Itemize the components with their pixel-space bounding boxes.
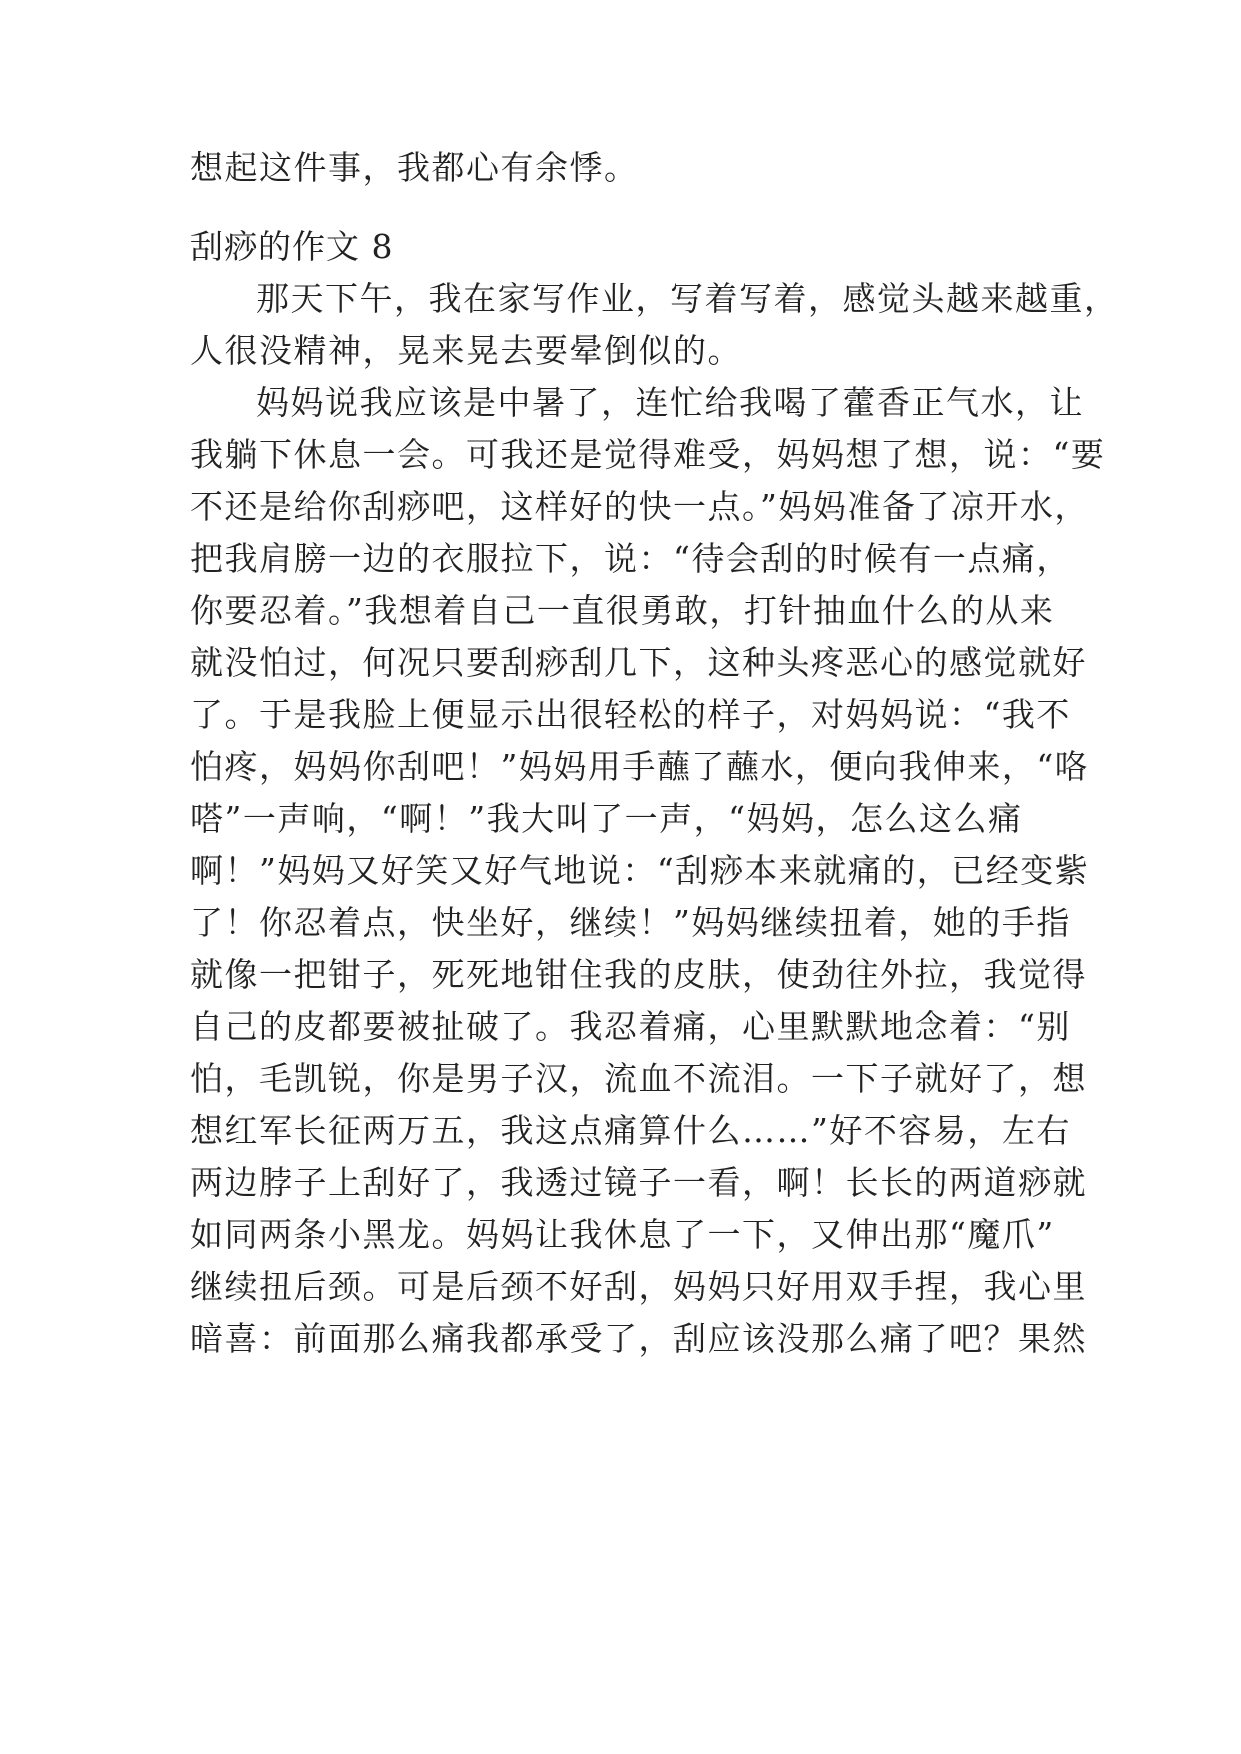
paragraph-2-line: 就像一把钳子，死死地钳住我的皮肤，使劲往外拉，我觉得 (190, 955, 1087, 994)
paragraph-2-line: 了！你忍着点，快坐好，继续！”妈妈继续扭着，她的手指 (190, 903, 1071, 942)
paragraph-2-line: 我躺下休息一会。可我还是觉得难受，妈妈想了想，说：“要 (190, 435, 1106, 474)
paragraph-2-line: 嗒”一声响，“啊！”我大叫了一声，“妈妈，怎么这么痛 (190, 799, 1023, 838)
paragraph-1-line: 人很没精神，晃来晃去要晕倒似的。 (190, 331, 742, 370)
paragraph-2-line: 就没怕过，何况只要刮痧刮几下，这种头疼恶心的感觉就好 (190, 643, 1087, 682)
paragraph-2-line: 啊！”妈妈又好笑又好气地说：“刮痧本来就痛的，已经变紫 (190, 851, 1090, 890)
paragraph-2-line: 把我肩膀一边的衣服拉下，说：“待会刮的时候有一点痛， (190, 539, 1071, 578)
paragraph-2-line: 自己的皮都要被扯破了。我忍着痛，心里默默地念着：“别 (190, 1007, 1071, 1046)
paragraph-1-line: 那天下午，我在家写作业，写着写着，感觉头越来越重， (256, 279, 1119, 318)
paragraph-2-line: 不还是给你刮痧吧，这样好的快一点。”妈妈准备了凉开水， (190, 487, 1089, 526)
opening-line: 想起这件事，我都心有余悸。 (190, 148, 639, 187)
paragraph-2-line: 继续扭后颈。可是后颈不好刮，妈妈只好用双手捏，我心里 (190, 1267, 1087, 1306)
section-title: 刮痧的作文 8 (190, 227, 394, 266)
paragraph-2-line: 了。于是我脸上便显示出很轻松的样子，对妈妈说：“我不 (190, 695, 1071, 734)
paragraph-2-line: 暗喜：前面那么痛我都承受了，刮应该没那么痛了吧？果然 (190, 1319, 1087, 1358)
paragraph-2-line: 想红军长征两万五，我这点痛算什么……”好不容易，左右 (190, 1111, 1071, 1150)
paragraph-2-line: 妈妈说我应该是中暑了，连忙给我喝了藿香正气水，让 (256, 383, 1084, 422)
paragraph-2-line: 怕疼，妈妈你刮吧！”妈妈用手蘸了蘸水，便向我伸来，“咯 (190, 747, 1090, 786)
paragraph-2-line: 怕，毛凯锐，你是男子汉，流血不流泪。一下子就好了，想 (190, 1059, 1087, 1098)
paragraph-2-line: 两边脖子上刮好了，我透过镜子一看，啊！长长的两道痧就 (190, 1163, 1087, 1202)
paragraph-2-line: 你要忍着。”我想着自己一直很勇敢，打针抽血什么的从来 (190, 591, 1055, 630)
paragraph-2-line: 如同两条小黑龙。妈妈让我休息了一下，又伸出那“魔爪” (190, 1215, 1055, 1254)
